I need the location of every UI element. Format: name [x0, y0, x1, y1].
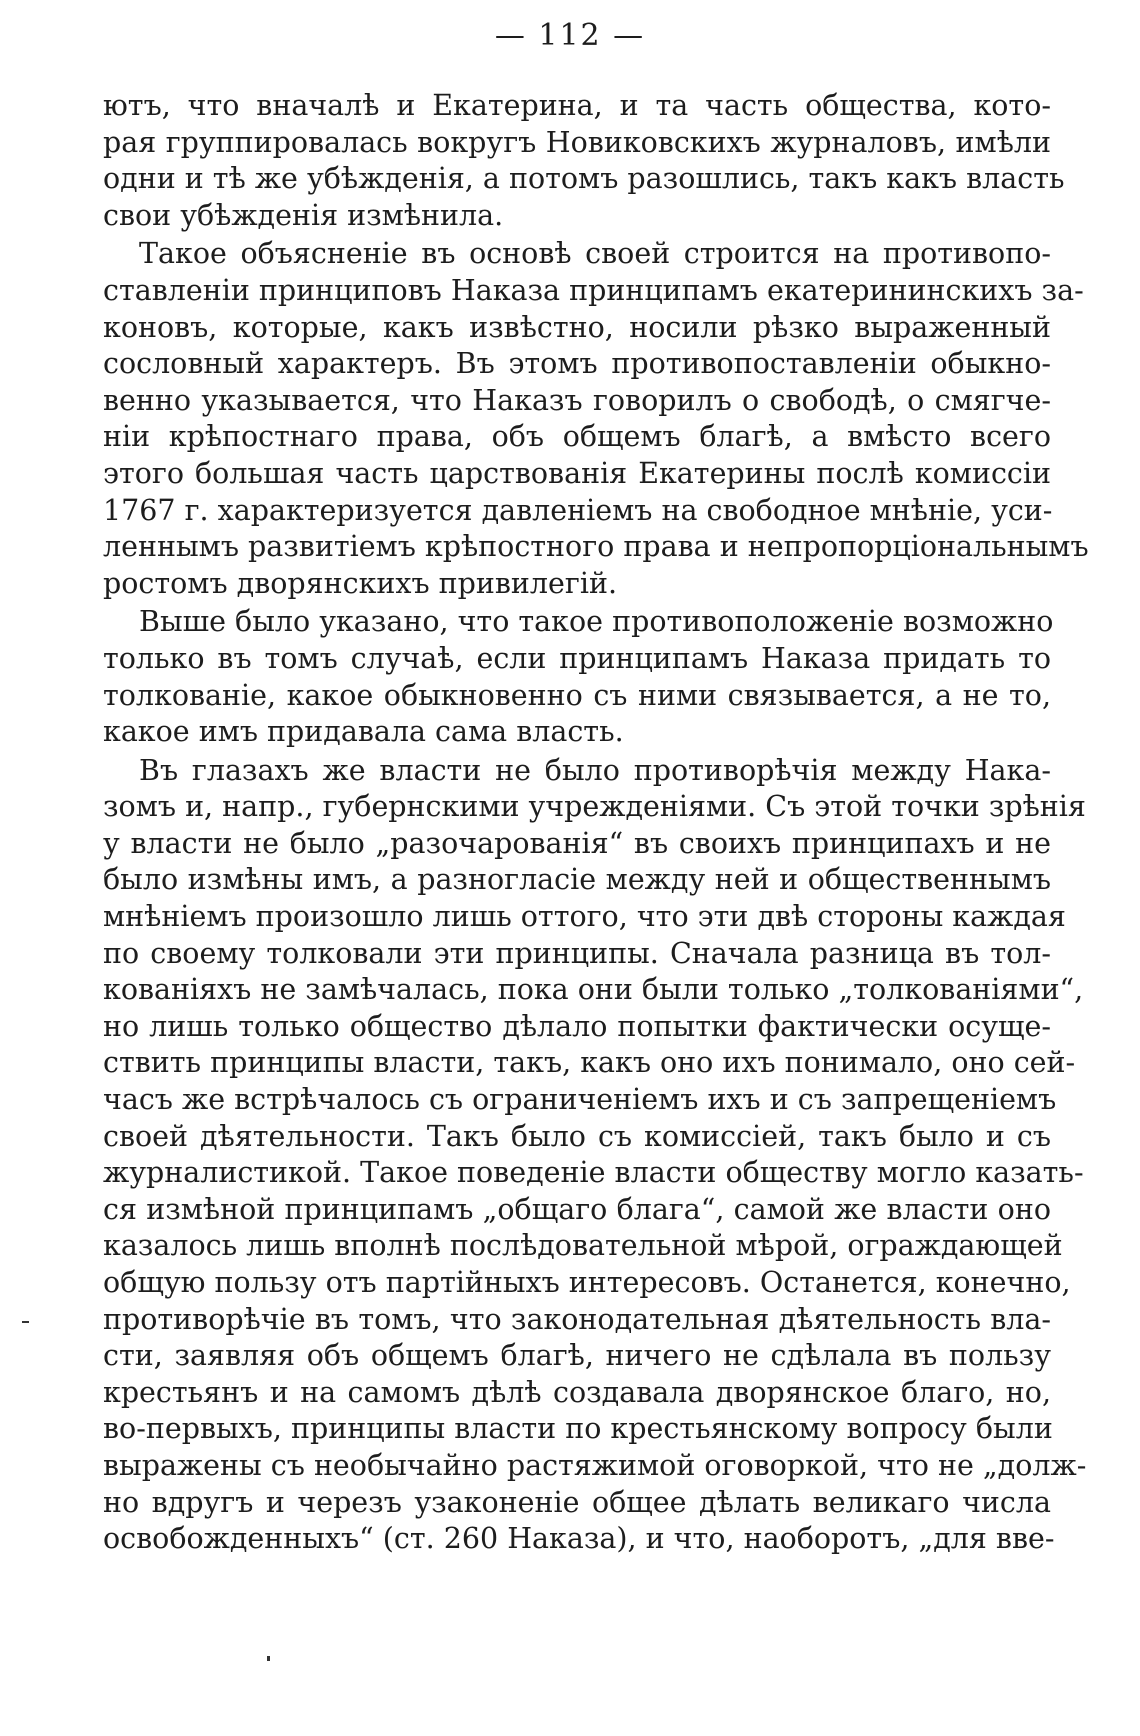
text-line: но вдругъ и черезъ узаконеніе общее дѣлать великаго числа: [103, 1485, 1051, 1519]
text-line: часъ же встрѣчалось съ ограниченіемъ ихъ и съ запрещеніемъ: [103, 1083, 1057, 1117]
text-line: казалось лишь вполнѣ послѣдовательной мѣрой, ограждающей: [103, 1229, 1063, 1263]
text-line: ся измѣной принципамъ „общаго блага“, самой же власти оно: [103, 1192, 1051, 1226]
body-text: [103, 88, 1089, 1558]
text-line: ростомъ дворянскихъ привилегій.: [103, 566, 618, 600]
text-line: у власти не было „разочарованія“ въ своихъ принципахъ и не: [103, 826, 1051, 860]
text-line: выражены съ необычайно растяжимой оговоркой, что не „долж-: [103, 1448, 1087, 1482]
text-line: противорѣчіе въ томъ, что законодательная дѣятельность вла-: [103, 1302, 1051, 1336]
text-line: коновъ, которые, какъ извѣстно, носили рѣзко выраженный: [103, 310, 1051, 344]
text-line: ствить принципы власти, такъ, какъ оно ихъ понимало, оно сей-: [103, 1046, 1076, 1080]
text-line: своей дѣятельности. Такъ было съ комиссіей, такъ было и съ: [103, 1119, 1051, 1153]
text-line: но лишь только общество дѣлало попытки фактически осуще-: [103, 1009, 1051, 1043]
text-line: ютъ, что вначалѣ и Екатерина, и та часть общества, кото-: [103, 89, 1051, 122]
text-line: 1767 г. характеризуется давленіемъ на свободное мнѣніе, уси-: [103, 493, 1053, 527]
text-line: мнѣніемъ произошло лишь оттого, что эти двѣ стороны каждая: [103, 900, 1066, 934]
text-line: этого большая часть царствованія Екатерины послѣ комиссіи: [103, 456, 1051, 490]
page-number: — 112 —: [494, 18, 646, 53]
text-line: крестьянъ и на самомъ дѣлѣ создавала дворянское благо, но,: [103, 1375, 1051, 1409]
margin-speck: [22, 1321, 29, 1323]
text-line: журналистикой. Такое поведеніе власти обществу могло казать-: [103, 1156, 1084, 1190]
text-line: толкованіе, какое обыкновенно съ ними связывается, а не то,: [103, 678, 1051, 712]
paragraph: [103, 236, 1089, 602]
text-line: во-первыхъ, принципы власти по крестьянскому вопросу были: [103, 1412, 1053, 1446]
text-line: ніи крѣпостнаго права, объ общемъ благѣ, а вмѣсто всего: [103, 420, 1051, 454]
paragraph: [103, 88, 1065, 234]
text-line: Такое объясненіе въ основѣ своей строится на противопо-: [139, 237, 1051, 271]
text-line: было измѣны имъ, а разногласіе между ней и общественнымъ: [103, 863, 1051, 897]
text-line: леннымъ развитіемъ крѣпостного права и непропорціональнымъ: [103, 530, 1089, 564]
text-line: одни и тѣ же убѣжденія, а потомъ разошлись, такъ какъ власть: [103, 162, 1065, 196]
text-line: Въ глазахъ же власти не было противорѣчія между Нака-: [139, 753, 1051, 787]
text-line: сословный характеръ. Въ этомъ противопоставленіи обыкно-: [103, 347, 1051, 381]
text-line: венно указывается, что Наказъ говорилъ о свободѣ, о смягче-: [103, 383, 1051, 417]
margin-speck: [267, 1656, 270, 1661]
text-line: какое имъ придавала сама власть.: [103, 715, 624, 749]
text-line: рая группировалась вокругъ Новиковскихъ журналовъ, имѣли: [103, 125, 1051, 159]
text-line: общую пользу отъ партійныхъ интересовъ. Останется, конечно,: [103, 1266, 1071, 1299]
text-line: только въ томъ случаѣ, если принципамъ Наказа придать то: [103, 641, 1051, 675]
text-line: ставленіи принциповъ Наказа принципамъ екатерининскихъ за-: [103, 273, 1084, 307]
text-line: кованіяхъ не замѣчалась, пока они были только „толкованіями“,: [103, 973, 1084, 1007]
text-line: по своему толковали эти принципы. Сначала разница въ тол-: [103, 936, 1051, 970]
text-line: зомъ и, напр., губернскими учрежденіями. Съ этой точки зрѣнія: [103, 790, 1086, 824]
text-line: свои убѣжденія измѣнила.: [103, 198, 504, 232]
paragraph: [103, 604, 1054, 750]
text-line: освобожденныхъ“ (ст. 260 Наказа), и что, наоборотъ, „для вве-: [103, 1522, 1055, 1556]
paragraph: [103, 753, 1087, 1558]
text-line: сти, заявляя объ общемъ благѣ, ничего не сдѣлала въ пользу: [103, 1339, 1051, 1373]
text-line: Выше было указано, что такое противоположеніе возможно: [139, 605, 1054, 639]
